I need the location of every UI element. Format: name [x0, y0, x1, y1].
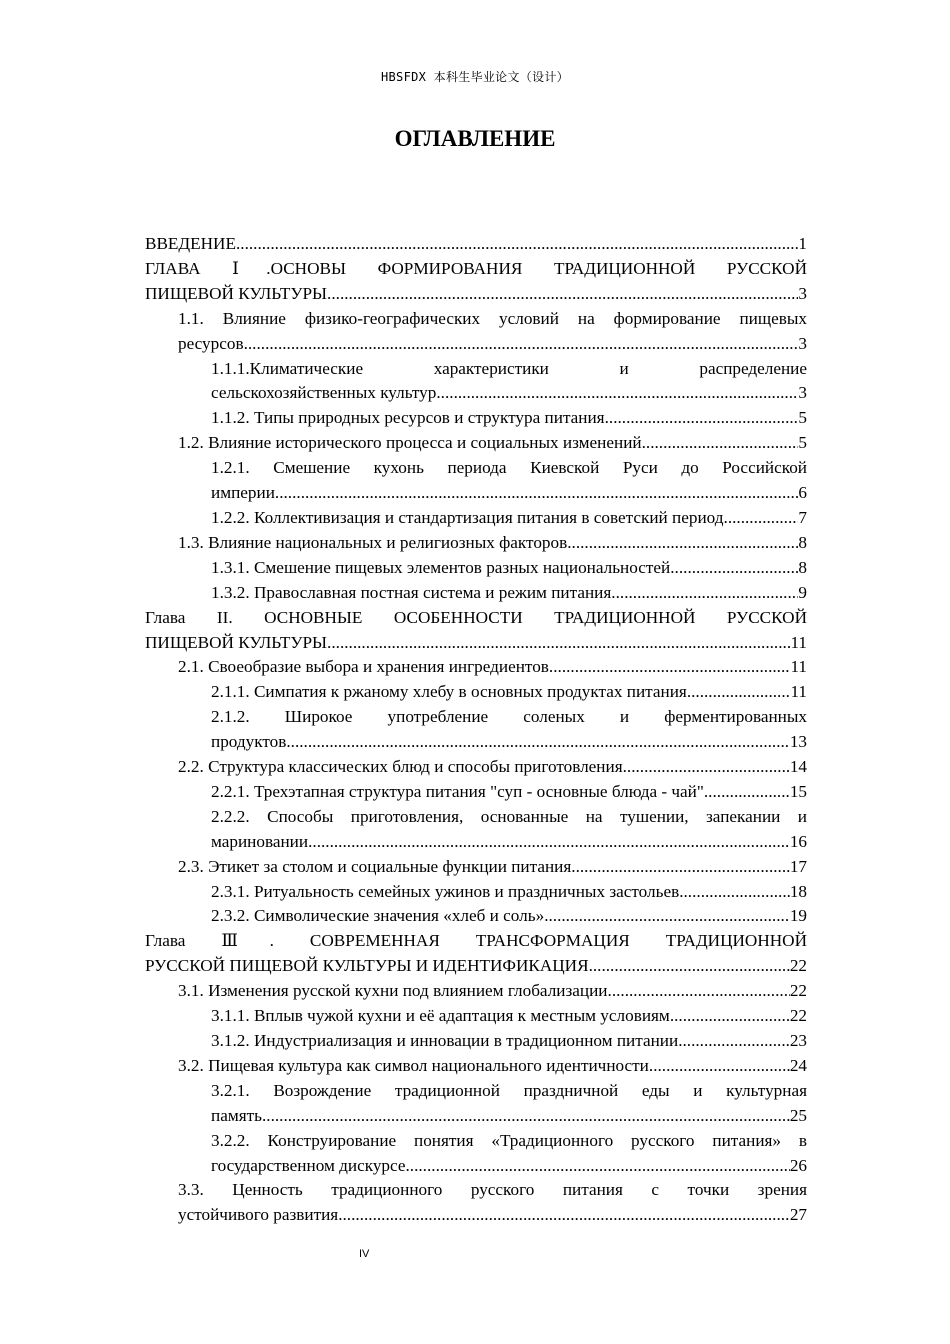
dot-leader — [687, 680, 791, 705]
toc-entry[interactable] — [211, 780, 807, 805]
toc-page-number: 5 — [798, 433, 807, 453]
toc-entry-title: 3.1.1. Вплыв чужой кухни и её адаптация к местным условиям — [211, 1006, 670, 1026]
toc-entry-title: ВВЕДЕНИЕ — [145, 234, 236, 253]
dot-leader — [327, 631, 790, 656]
toc-entry[interactable] — [211, 406, 807, 431]
toc-entry[interactable] — [178, 755, 807, 780]
toc-page-number: 3 — [798, 383, 807, 403]
toc-entry-title: 1.3. Влияние национальных и религиозных факторов — [178, 532, 568, 552]
toc-entry[interactable] — [211, 357, 807, 407]
toc-entry-title: 2.2.1. Трехэтапная структура питания "суп - основные блюда - чай" — [211, 781, 704, 801]
toc-entry[interactable] — [211, 680, 807, 705]
toc-entry[interactable] — [211, 904, 807, 929]
toc-entry-title: 2.2. Структура классических блюд и способы приготовления — [178, 757, 623, 777]
toc-entry-title: 2.1. Своеобразие выбора и хранения ингредиентов — [178, 657, 549, 677]
page-header: HBSFDX 本科生毕业论文（设计） — [381, 70, 569, 84]
toc-page-number: 19 — [789, 906, 807, 926]
dot-leader — [608, 979, 790, 1004]
toc-entry[interactable] — [211, 1079, 807, 1129]
toc-page-number: 14 — [789, 757, 807, 777]
toc-entry-title: 1.2. Влияние исторического процесса и социальных изменений — [178, 433, 642, 453]
toc-entry[interactable] — [211, 705, 807, 755]
toc-entry-title: ресурсов — [178, 333, 244, 353]
page-title: ОГЛАВЛЕНИЕ — [394, 126, 556, 151]
toc-entry-title: 3.2. Пищевая культура как символ национального идентичности — [178, 1055, 649, 1075]
toc-entry-title: РУССКОЙ ПИЩЕВОЙ КУЛЬТУРЫ И ИДЕНТИФИКАЦИЯ — [145, 956, 589, 976]
toc-page-number: 6 — [798, 483, 807, 503]
toc-page-number: 22 — [789, 1006, 807, 1026]
dot-leader — [623, 755, 790, 780]
toc-entry[interactable] — [211, 581, 807, 606]
dot-leader — [589, 954, 790, 979]
toc-entry[interactable] — [211, 456, 807, 506]
toc-page-number: 9 — [798, 582, 807, 602]
toc-page-number: 1 — [798, 234, 807, 253]
toc-page-number: 15 — [789, 781, 807, 801]
dot-leader — [308, 830, 790, 855]
toc-entry-title: ПИЩЕВОЙ КУЛЬТУРЫ — [145, 283, 328, 303]
toc-entry[interactable] — [211, 880, 807, 905]
toc-entry-text-line: 3.2.1. Возрождение традиционной праздничной еды и культурная — [211, 1080, 807, 1100]
toc-entry[interactable] — [211, 506, 807, 531]
toc-page-number: 13 — [789, 732, 807, 752]
toc-page-number: 7 — [798, 507, 807, 527]
toc-entry[interactable] — [178, 655, 807, 680]
dot-leader — [679, 880, 790, 905]
dot-leader — [678, 1029, 790, 1054]
toc-page-number: 3 — [798, 333, 807, 353]
toc-page-number: 24 — [789, 1055, 807, 1075]
toc-entry-text-line: 3.3. Ценность традиционного русского питания с точки зрения — [178, 1180, 807, 1200]
toc-page-number: 16 — [789, 831, 807, 851]
toc-page-number: 18 — [789, 881, 807, 901]
toc-entry[interactable] — [178, 431, 807, 456]
dot-leader — [567, 531, 798, 556]
toc-entry-title: устойчивого развития — [178, 1205, 339, 1225]
toc-entry[interactable] — [211, 556, 807, 581]
toc-entry-text-line: Глава II. ОСНОВНЫЕ ОСОБЕННОСТИ ТРАДИЦИОННОЙ РУССКОЙ — [145, 607, 807, 627]
toc-page-number: 11 — [790, 682, 807, 702]
dot-leader — [286, 730, 789, 755]
toc-entry-text-line: 1.2.1. Смешение кухонь периода Киевской Руси до Российской — [211, 458, 807, 478]
toc-entry[interactable] — [211, 805, 807, 855]
toc-entry[interactable] — [211, 1029, 807, 1054]
dot-leader — [642, 431, 799, 456]
toc-entry-title: 2.1.1. Симпатия к ржаному хлебу в основных продуктах питания — [211, 682, 687, 702]
dot-leader — [571, 855, 790, 880]
dot-leader — [327, 282, 798, 307]
toc-entry[interactable] — [145, 929, 807, 979]
toc-page-number: 11 — [790, 632, 807, 652]
dot-leader — [338, 1203, 790, 1228]
toc-entry-text-line: 1.1. Влияние физико-географических условий на формирование пищевых — [178, 308, 807, 328]
dot-leader — [549, 655, 791, 680]
toc-entry-title: 3.1. Изменения русской кухни под влиянием глобализации — [178, 981, 608, 1001]
toc-entry[interactable] — [145, 257, 807, 307]
toc-entry[interactable] — [211, 1004, 807, 1029]
dot-leader — [704, 780, 790, 805]
toc-entry-title: государственном дискурсе — [211, 1155, 406, 1175]
dot-leader — [544, 904, 790, 929]
toc-page-number: 5 — [798, 408, 807, 428]
dot-leader — [405, 1154, 789, 1179]
toc-entry-text-line: 2.1.2. Широкое употребление соленых и ферментированных — [211, 707, 807, 727]
dot-leader — [611, 581, 798, 606]
toc-entry-text-line: 3.2.2. Конструирование понятия «Традиционного русского питания» в — [211, 1130, 807, 1150]
toc-entry[interactable] — [178, 979, 807, 1004]
toc-page-number: 8 — [798, 557, 807, 577]
toc-entry-text-line: 2.2.2. Способы приготовления, основанные на тушении, запекании и — [211, 806, 807, 826]
toc-entry-text-line: Глава Ⅲ. СОВРЕМЕННАЯ ТРАНСФОРМАЦИЯ ТРАДИЦИОННОЙ — [145, 931, 807, 951]
toc-page-number: 8 — [798, 532, 807, 552]
toc-entry-title: ПИЩЕВОЙ КУЛЬТУРЫ — [145, 632, 328, 652]
toc-entry-title: империи — [211, 483, 275, 503]
dot-leader — [728, 506, 799, 531]
toc-entry[interactable] — [145, 232, 807, 257]
toc-entry[interactable] — [178, 307, 807, 357]
toc-entry-title: 2.3. Этикет за столом и социальные функции питания — [178, 856, 572, 876]
toc-page-number: 3 — [798, 283, 807, 303]
dot-leader — [605, 406, 799, 431]
dot-leader — [670, 1004, 790, 1029]
toc-page-number: 11 — [790, 657, 807, 677]
toc-entry-title: 2.3.2. Символические значения «хлеб и соль» — [211, 906, 545, 926]
page-number: IV — [359, 1248, 370, 1260]
toc-entry[interactable] — [211, 1129, 807, 1179]
dot-leader — [670, 556, 798, 581]
table-of-contents — [145, 232, 807, 1228]
toc-page-number: 22 — [789, 956, 807, 976]
toc-entry[interactable] — [178, 855, 807, 880]
toc-entry-text-line: 1.1.1.Климатические характеристики и распределение — [211, 358, 807, 378]
dot-leader — [275, 481, 799, 506]
toc-entry-title: 1.3.1. Смешение пищевых элементов разных национальностей — [211, 557, 671, 577]
toc-entry-title: 1.3.2. Православная постная система и режим питания — [211, 582, 612, 602]
toc-entry[interactable] — [178, 1054, 807, 1079]
toc-entry-title: 1.2.2. Коллективизация и стандартизация питания в советский период. — [211, 507, 728, 527]
toc-entry-title: память — [211, 1105, 262, 1125]
toc-entry-title: 2.3.1. Ритуальность семейных ужинов и праздничных застольев — [211, 881, 680, 901]
toc-entry-title: сельскохозяйственных культур — [211, 383, 437, 403]
toc-entry[interactable] — [178, 1178, 807, 1228]
dot-leader — [649, 1054, 790, 1079]
toc-page-number: 23 — [789, 1031, 807, 1050]
dot-leader — [436, 381, 798, 406]
toc-entry-title: 3.1.2. Индустриализация и инновации в традиционном питании — [211, 1031, 679, 1050]
dot-leader — [244, 332, 799, 357]
dot-leader — [236, 232, 798, 257]
toc-entry-text-line: ГЛАВА Ⅰ.ОСНОВЫ ФОРМИРОВАНИЯ ТРАДИЦИОННОЙ РУССКОЙ — [145, 258, 807, 278]
toc-page-number: 25 — [789, 1105, 807, 1125]
toc-page-number: 27 — [789, 1205, 807, 1225]
toc-page-number: 26 — [789, 1155, 807, 1175]
toc-page-number: 17 — [789, 856, 807, 876]
toc-entry[interactable] — [178, 531, 807, 556]
toc-entry-title: продуктов — [211, 732, 287, 752]
toc-entry-title: мариновании — [211, 831, 309, 851]
dot-leader — [262, 1104, 790, 1129]
toc-entry[interactable] — [145, 606, 807, 656]
toc-page-number: 22 — [789, 981, 807, 1001]
toc-entry-title: 1.1.2. Типы природных ресурсов и структура питания — [211, 408, 605, 428]
